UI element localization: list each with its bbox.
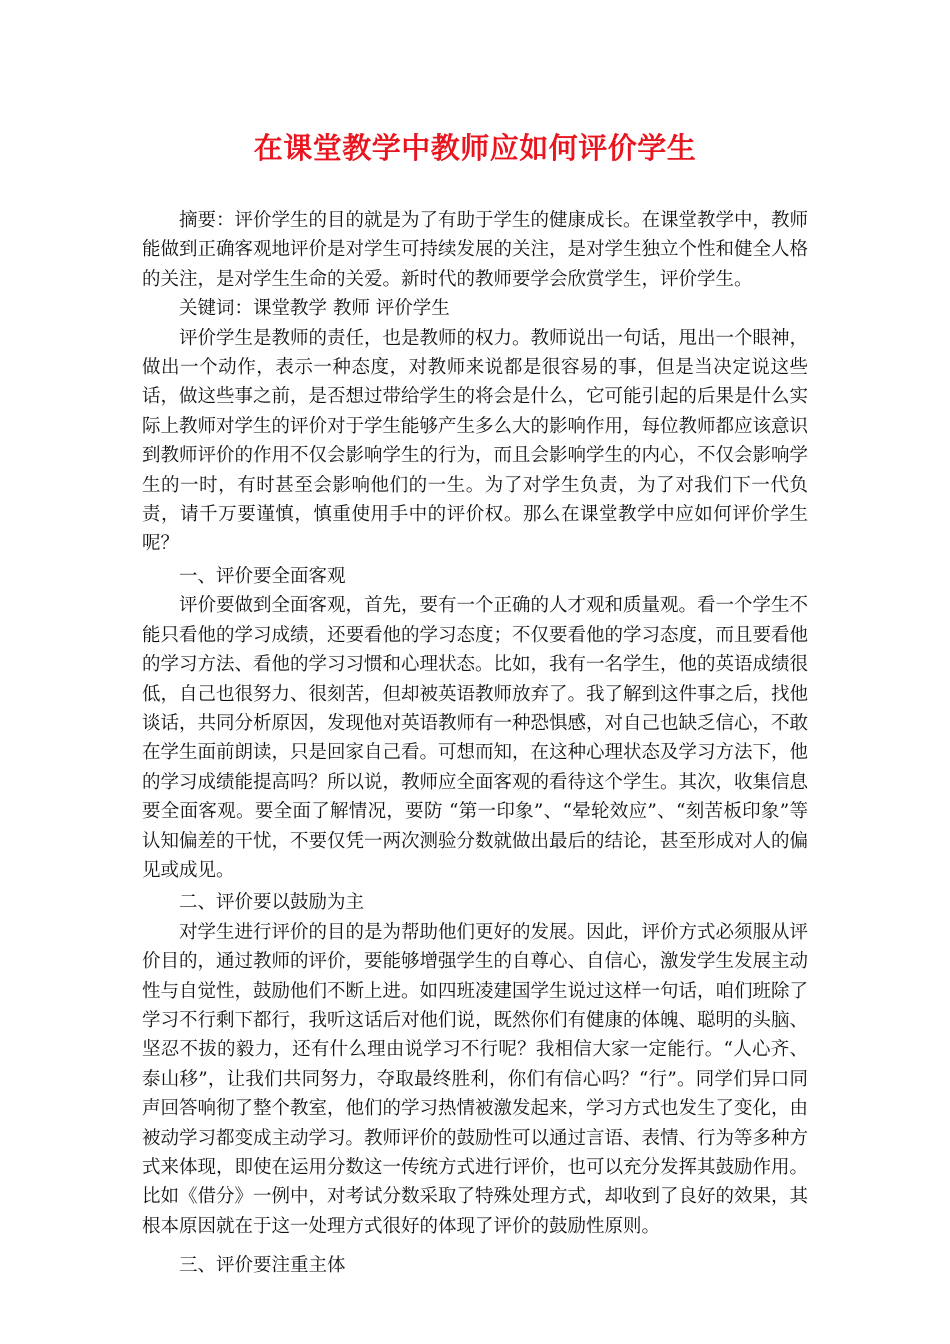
document-title: 在课堂教学中教师应如何评价学生 [253,131,697,165]
keywords-line: 关键词：课堂教学 教师 评价学生 [179,298,450,320]
document-body [142,206,808,1281]
section-2-heading: 二、评价要以鼓励为主 [179,892,365,914]
section-2-paragraph: 对学生进行评价的目的是为帮助他们更好的发展。因此，评价方式必须服从评价目的，通过教师的评价，要能够增强学生的自尊心、自信心，激发学生发展主动性与自觉性，鼓励他们不断上进。如四班凌建国学生说过这样一句话，咱们班除了学习不行剩下都行，我听这话后对他们说，既然你们有健康的体魄、聪明的头脑、坚忍不拔的毅力，还有什么理由说学习不行呢？我相信大家一定能行。“人心齐、泰山移”，让我们共同努力，夺取最终胜利，你们有信心吗？“行”。同学们异口同声回答响彻了整个教室，他们的学习热情被激发起来，学习方式也发生了变化，由被动学习都变成主动学习。教师评价的鼓励性可以通过言语、表情、行为等多种方式来体现，即使在运用分数这一传统方式进行评价，也可以充分发挥其鼓励作用。比如《借分》一例中，对考试分数采取了特殊处理方式，却收到了良好的效果，其根本原因就在于这一处理方式很好的体现了评价的鼓励性原则。 [142,921,809,1237]
section-1-heading: 一、评价要全面客观 [179,565,346,587]
abstract-paragraph: 摘要：评价学生的目的就是为了有助于学生的健康成长。在课堂教学中，教师能做到正确客观地评价是对学生可持续发展的关注，是对学生独立个性和健全人格的关注，是对学生生命的关爱。新时代的教师要学会欣赏学生，评价学生。 [142,210,809,290]
intro-paragraph: 评价学生是教师的责任，也是教师的权力。教师说出一句话，甩出一个眼神，做出一个动作，表示一种态度，对教师来说都是很容易的事，但是当决定说这些话，做这些事之前，是否想过带给学生的将会是什么，它可能引起的后果是什么实际上教师对学生的评价对于学生能够产生多么大的影响作用，每位教师都应该意识到教师评价的作用不仅会影响学生的行为，而且会影响学生的内心，不仅会影响学生的一时，有时甚至会影响他们的一生。为了对学生负责，为了对我们下一代负责，请千万要谨慎，慎重使用手中的评价权。那么在课堂教学中应如何评价学生呢？ [142,327,809,555]
section-3-heading: 三、评价要注重主体 [179,1255,346,1277]
section-1-paragraph: 评价要做到全面客观，首先，要有一个正确的人才观和质量观。看一个学生不能只看他的学习成绩，还要看他的学习态度；不仅要看他的学习态度，而且要看他的学习方法、看他的学习习惯和心理状态。比如，我有一名学生，他的英语成绩很低，自己也很努力、很刻苦，但却被英语教师放弃了。我了解到这件事之后，找他谈话，共同分析原因，发现他对英语教师有一种恐惧感，对自己也缺乏信心，不敢在学生面前朗读，只是回家自己看。可想而知，在这种心理状态及学习方法下，他的学习成绩能提高吗？所以说，教师应全面客观的看待这个学生。其次，收集信息要全面客观。要全面了解情况，要防 “第一印象”、“晕轮效应”、“刻苦板印象”等认知偏差的干忧，不要仅凭一两次测验分数就做出最后的结论，甚至形成对人的偏见或成见。 [142,595,809,881]
